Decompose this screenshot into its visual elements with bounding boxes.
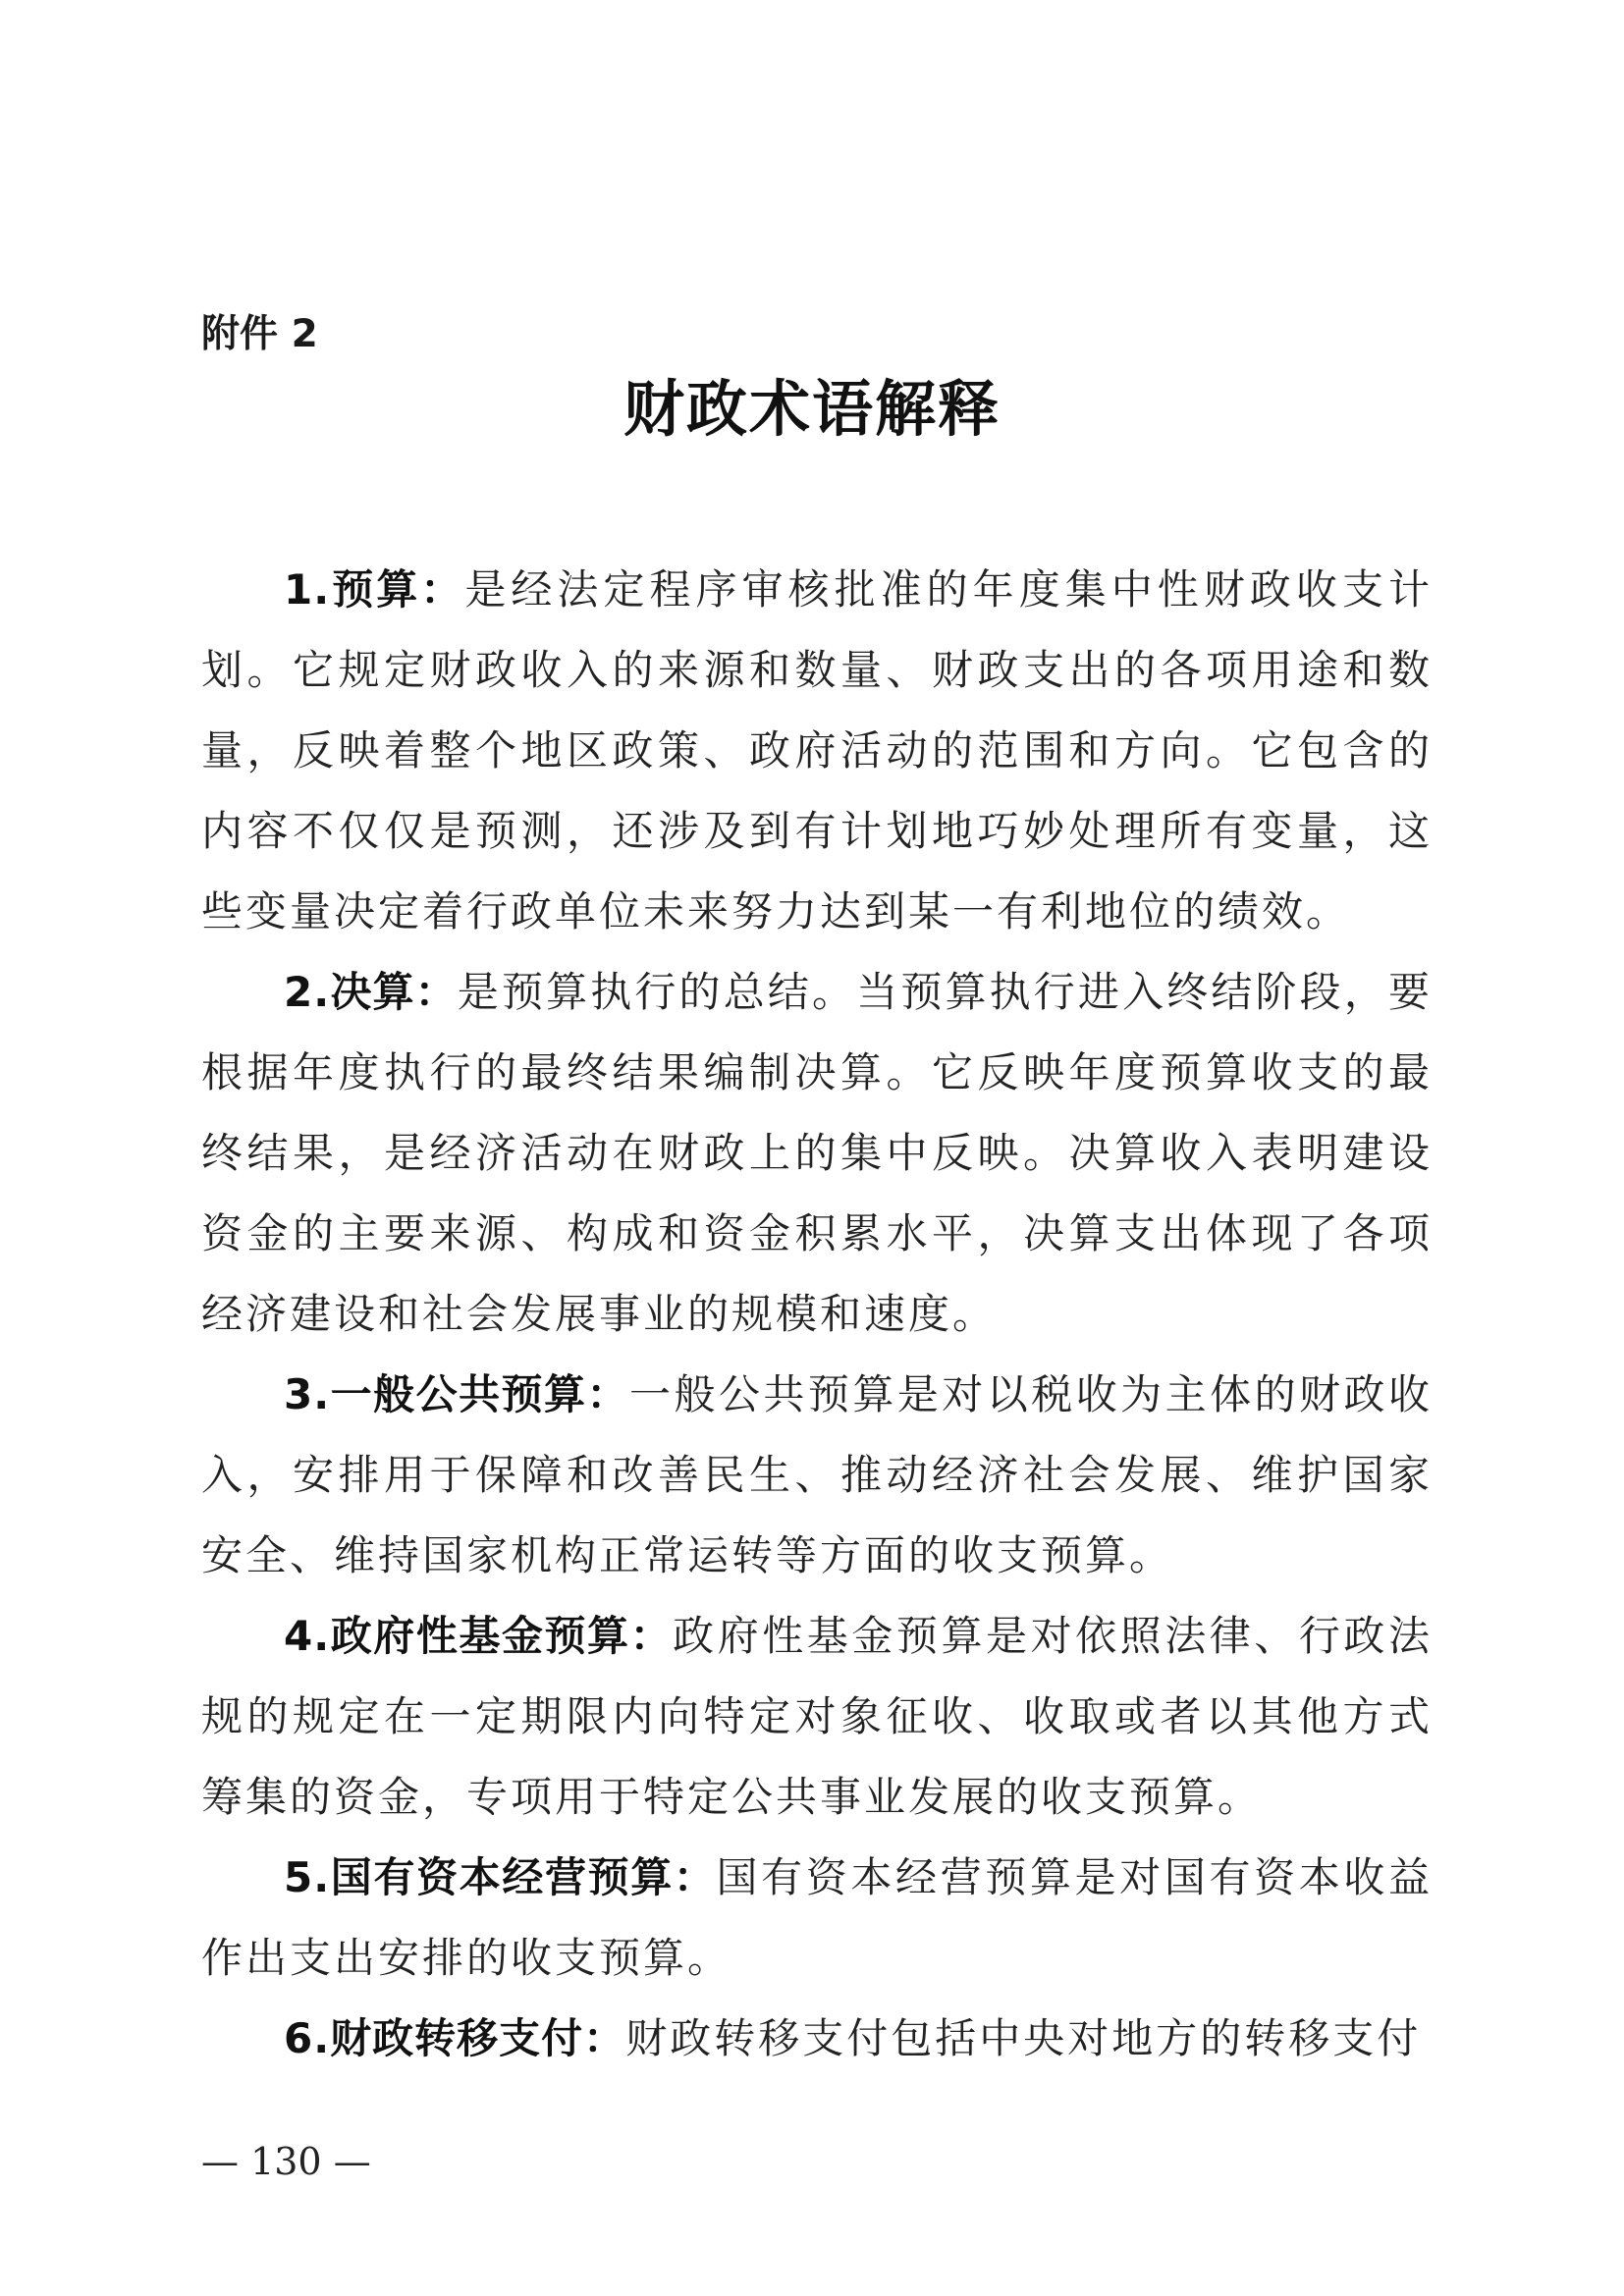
term-definition: 是经法定程序审核批准的年度集中性财政收支计划。它规定财政收入的来源和数量、财政支出的各项用途和数量，反映着整个地区政策、政府活动的范围和方向。它包含的内容不仅仅是预测，还涉及到有计划地巧妙处理所有变量，这些变量决定着行政单位未来努力达到某一有利地位的绩效。 (201, 565, 1433, 935)
term-definition: 财政转移支付包括中央对地方的转移支付 (625, 2014, 1422, 2062)
paragraph-final-accounts (201, 952, 1433, 1355)
attachment-label: 附件 2 (201, 312, 318, 356)
paragraph-fiscal-transfer-payment (201, 1999, 1433, 2079)
term-definition: 国有资本经营预算是对国有资本收益作出支出安排的收支预算。 (201, 1853, 1433, 1982)
term-label: 3.一般公共预算： (284, 1370, 629, 1418)
paragraph-budget (201, 550, 1433, 952)
paragraph-government-fund-budget (201, 1596, 1433, 1838)
paragraph-state-capital-budget (201, 1838, 1433, 1999)
term-label: 4.政府性基金预算： (284, 1612, 674, 1660)
term-label: 1.预算： (284, 565, 465, 614)
term-label: 5.国有资本经营预算： (284, 1853, 717, 1901)
term-definition: 政府性基金预算是对依照法律、行政法规的规定在一定期限内向特定对象征收、收取或者以其他方式筹集的资金，专项用于特定公共事业发展的收支预算。 (201, 1612, 1433, 1821)
paragraph-general-public-budget (201, 1355, 1433, 1596)
term-definition: 是预算执行的总结。当预算执行进入终结阶段，要根据年度执行的最终结果编制决算。它反映年度预算收支的最终结果，是经济活动在财政上的集中反映。决算收入表明建设资金的主要来源、构成和资金积累水平，决算支出体现了各项经济建设和社会发展事业的规模和速度。 (201, 968, 1433, 1338)
document-title: 财政术语解释 (623, 373, 1001, 445)
term-label: 2.决算： (284, 968, 458, 1016)
term-definition: 一般公共预算是对以税收为主体的财政收入，安排用于保障和改善民生、推动经济社会发展、维护国家安全、维持国家机构正常运转等方面的收支预算。 (201, 1370, 1433, 1579)
term-label: 6.财政转移支付： (284, 2014, 626, 2062)
document-body (201, 550, 1433, 2079)
page-number: — 130 — (201, 2140, 371, 2183)
